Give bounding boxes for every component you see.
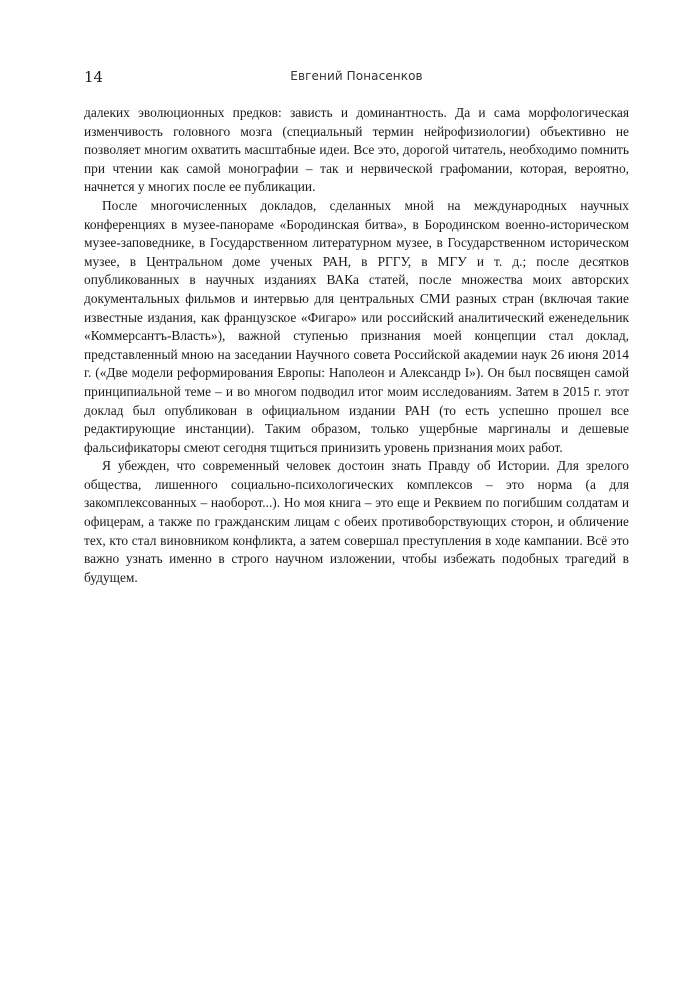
page-number: 14 bbox=[84, 68, 104, 86]
paragraph: Я убежден, что современный человек достоин знать Правду об Истории. Для зрелого общества, лишенного социально-психологических комплексов – это норма (а для закомплексованных – наоборот...). Но моя книга – это еще и Реквием по погибшим солдатам и офицерам, а также по гражданским лицам с обеих противоборствующих сторон, и обличение тех, кто стал виновником конфликта, а затем совершал преступления в ходе кампании. Всё это важно узнать именно в строго научном изложении, чтобы избежать подобных трагедий в будущем. bbox=[84, 458, 629, 585]
body-text bbox=[84, 104, 629, 587]
paragraph-continuation: далеких эволюционных предков: зависть и доминантность. Да и сама морфологическая изменчивость головного мозга (специальный термин нейрофизиологии) объективно не позволяет многим охватить масштабные идеи. Все это, дорогой читатель, необходимо помнить при чтении как самой монографии – так и нервической графомании, которая, вероятно, начнется у многих после ее публикации. bbox=[84, 105, 629, 195]
page-header bbox=[84, 68, 629, 88]
paragraph: После многочисленных докладов, сделанных мной на международных научных конференциях в музее-панораме «Бородинская битва», в Бородинском военно-историческом музее-заповеднике, в Государственном литературном музее, в Государственном историческом музее, в Центральном доме ученых РАН, в РГГУ, в МГУ и т. д.; после десятков опубликованных в научных изданиях ВАКа статей, после множества моих авторских документальных фильмов и интервью для центральных СМИ разных стран (включая такие известные издания, как французское «Фигаро» или российский аналитический еженедельник «Коммерсантъ-Власть»), важной ступенью признания моей концепции стал доклад, представленный мною на заседании Научного совета Российской академии наук 26 июня 2014 г. («Две модели реформирования Европы: Наполеон и Александр I»). Он был посвящен самой принципиальной теме – и во многом подводил итог моим исследованиям. Затем в 2015 г. этот доклад был опубликован в официальном издании РАН (то есть успешно прошел все редактирующие инстанции). Таким образом, только ущербные маргиналы и дешевые фальсификаторы смеют сегодня тщиться принизить уровень признания моих работ. bbox=[84, 197, 629, 455]
running-head-author: Евгений Понасенков bbox=[290, 69, 423, 83]
